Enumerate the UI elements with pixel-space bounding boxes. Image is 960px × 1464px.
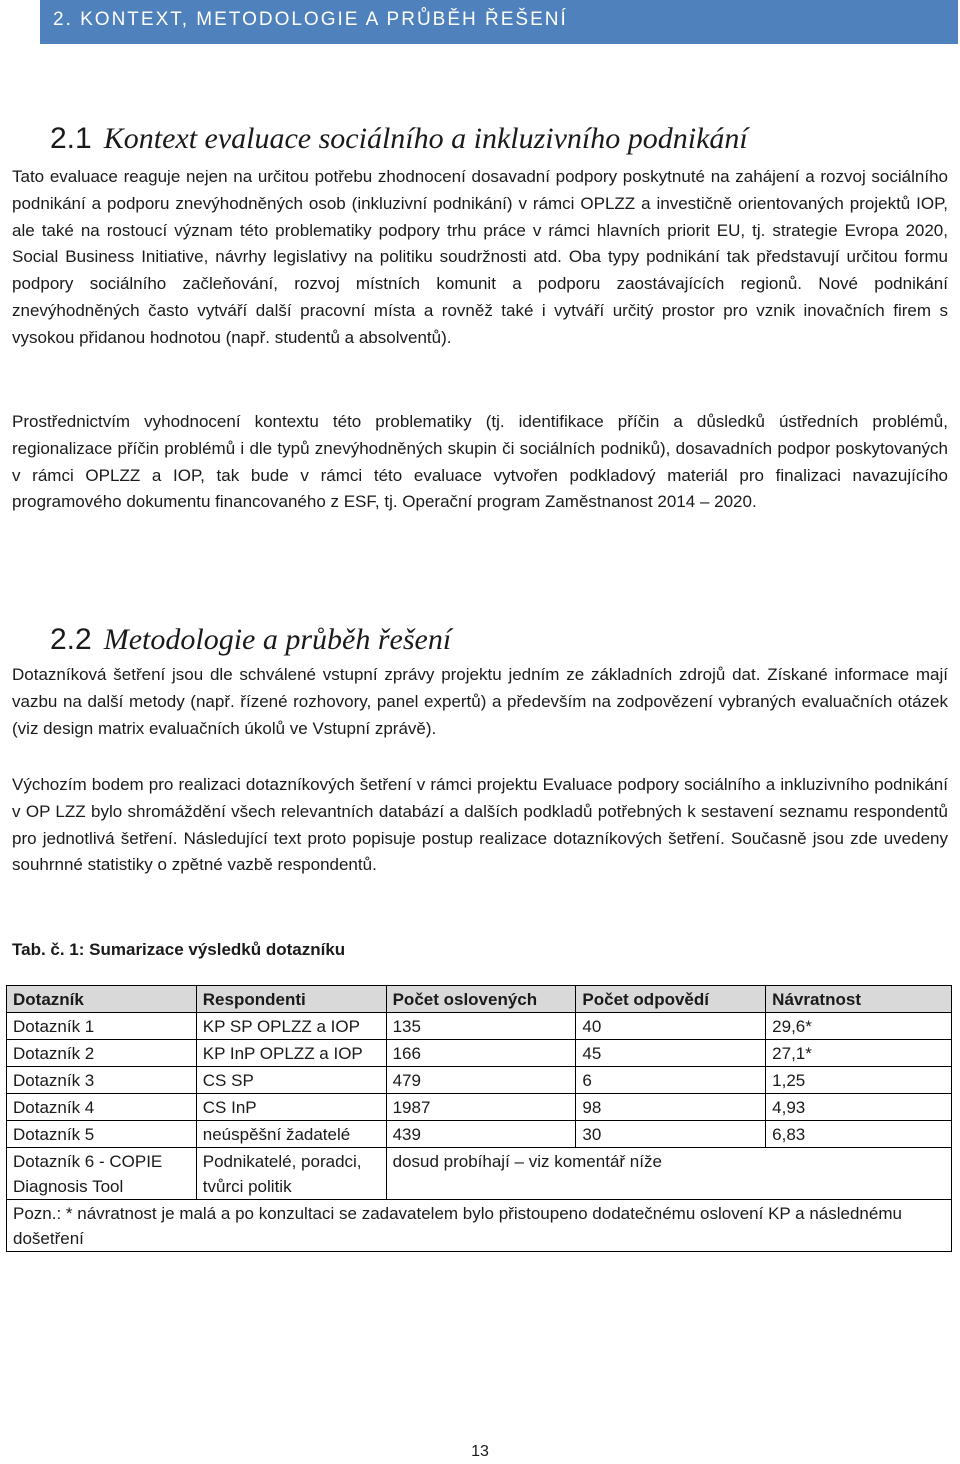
table-cell: Dotazník 5 (7, 1121, 197, 1148)
table-cell: 1987 (386, 1094, 576, 1121)
paragraph: Dotazníková šetření jsou dle schválené vstupní zprávy projektu jedním ze základních zdrojů dat. Získané informace mají vazbu na další metody (např. řízené rozhovory, panel expertů) a především na zodpovězení vybraných evaluačních otázek (viz design matrix evaluačních úkolů ve Vstupní zprávě). (12, 665, 948, 738)
section-number: 2.2 (50, 623, 92, 656)
table-cell: Podnikatelé, poradci, tvůrci politik (196, 1148, 386, 1200)
table-row (7, 1121, 952, 1148)
table-cell: 27,1* (766, 1040, 952, 1067)
table-cell: 6,83 (766, 1121, 952, 1148)
column-header: Respondenti (196, 986, 386, 1013)
table-row (7, 1148, 952, 1200)
table-cell: 40 (576, 1013, 766, 1040)
page-number: 13 (471, 1443, 489, 1460)
merged-status-cell: dosud probíhají – viz komentář níže (386, 1148, 951, 1200)
table-cell: Dotazník 6 - COPIE Diagnosis Tool (7, 1148, 197, 1200)
table-cell: 98 (576, 1094, 766, 1121)
results-table (6, 985, 952, 1252)
table-cell: 479 (386, 1067, 576, 1094)
table-row (7, 1094, 952, 1121)
table-cell: CS InP (196, 1094, 386, 1121)
section-heading-context (50, 122, 748, 156)
table-cell: neúspěšní žadatelé (196, 1121, 386, 1148)
section-heading-methodology (50, 623, 451, 657)
column-header: Návratnost (766, 986, 952, 1013)
paragraph: Prostřednictvím vyhodnocení kontextu této problematiky (tj. identifikace příčin a důsledků ústředních problémů, regionalizace příčin problémů i dle typů znevýhodněných skupin či sociálních podniků), dosavadních podpor poskytovaných v rámci OPLZZ a IOP, tak bude v rámci této evaluace vytvořen podkladový materiál pro finalizaci navazujícího programového dokumentu financovaného z ESF, tj. Operační program Zaměstnanost 2014 – 2020. (12, 412, 948, 512)
table-cell: 1,25 (766, 1067, 952, 1094)
table-cell: 45 (576, 1040, 766, 1067)
table-cell: KP SP OPLZZ a IOP (196, 1013, 386, 1040)
paragraph: Tato evaluace reaguje nejen na určitou potřebu zhodnocení dosavadní podpory poskytnuté na zahájení a rozvoj sociálního podnikání a podporu znevýhodněných osob (inkluzivní podnikání) v rámci OPLZZ a investičně orientovaných projektů IOP, ale také na rostoucí význam této problematiky podpory trhu práce v rámci hlavních priorit EU, tj. strategie Evropa 2020, Social Business Initiative, návrhy legislativy na politiku soudržnosti atd. Oba typy podnikání tak představují určitou formu podpory sociálního začleňování, rozvoj místních komunit a podporu zaostávajících regionů. Nové podnikání znevýhodněných často vytváří další pracovní místa a rovněž také i vytváří určitý prostor pro vznik inovačních firem s vysokou přidanou hodnotou (např. studentů a absolventů). (12, 167, 948, 347)
chapter-heading: 2. KONTEXT, METODOLOGIE A PRŮBĚH ŘEŠENÍ (40, 0, 958, 44)
table-row (7, 1013, 952, 1040)
table-cell: Dotazník 2 (7, 1040, 197, 1067)
table-cell: CS SP (196, 1067, 386, 1094)
section-title: Kontext evaluace sociálního a inkluzivního podnikání (103, 122, 748, 155)
column-header: Dotazník (7, 986, 197, 1013)
paragraph: Výchozím bodem pro realizaci dotazníkových šetření v rámci projektu Evaluace podpory sociálního a inkluzivního podnikání v OP LZZ bylo shromáždění všech relevantních databází a dalších podkladů potřebných k sestavení seznamu respondentů pro jednotlivá šetření. Následující text proto popisuje postup realizace dotazníkových šetření. Současně jsou zde uvedeny souhrnné statistiky o zpětné vazbě respondentů. (12, 775, 948, 875)
table-cell: Dotazník 4 (7, 1094, 197, 1121)
table-caption: Tab. č. 1: Sumarizace výsledků dotazníku (12, 940, 346, 959)
table-header-row (7, 986, 952, 1013)
table-cell: Dotazník 3 (7, 1067, 197, 1094)
table-note-row (7, 1200, 952, 1252)
table-cell: 29,6* (766, 1013, 952, 1040)
table-cell: 6 (576, 1067, 766, 1094)
column-header: Počet odpovědí (576, 986, 766, 1013)
table-row (7, 1067, 952, 1094)
table-cell: KP InP OPLZZ a IOP (196, 1040, 386, 1067)
table-cell: 135 (386, 1013, 576, 1040)
table-cell: Dotazník 1 (7, 1013, 197, 1040)
table-row (7, 1040, 952, 1067)
table-cell: 439 (386, 1121, 576, 1148)
section-title: Metodologie a průběh řešení (103, 623, 452, 656)
section-number: 2.1 (50, 122, 92, 155)
table-cell: 166 (386, 1040, 576, 1067)
table-note: Pozn.: * návratnost je malá a po konzultaci se zadavatelem bylo přistoupeno dodatečnému oslovení KP a následnému došetření (7, 1200, 952, 1252)
table-cell: 4,93 (766, 1094, 952, 1121)
table-cell: 30 (576, 1121, 766, 1148)
column-header: Počet oslovených (386, 986, 576, 1013)
